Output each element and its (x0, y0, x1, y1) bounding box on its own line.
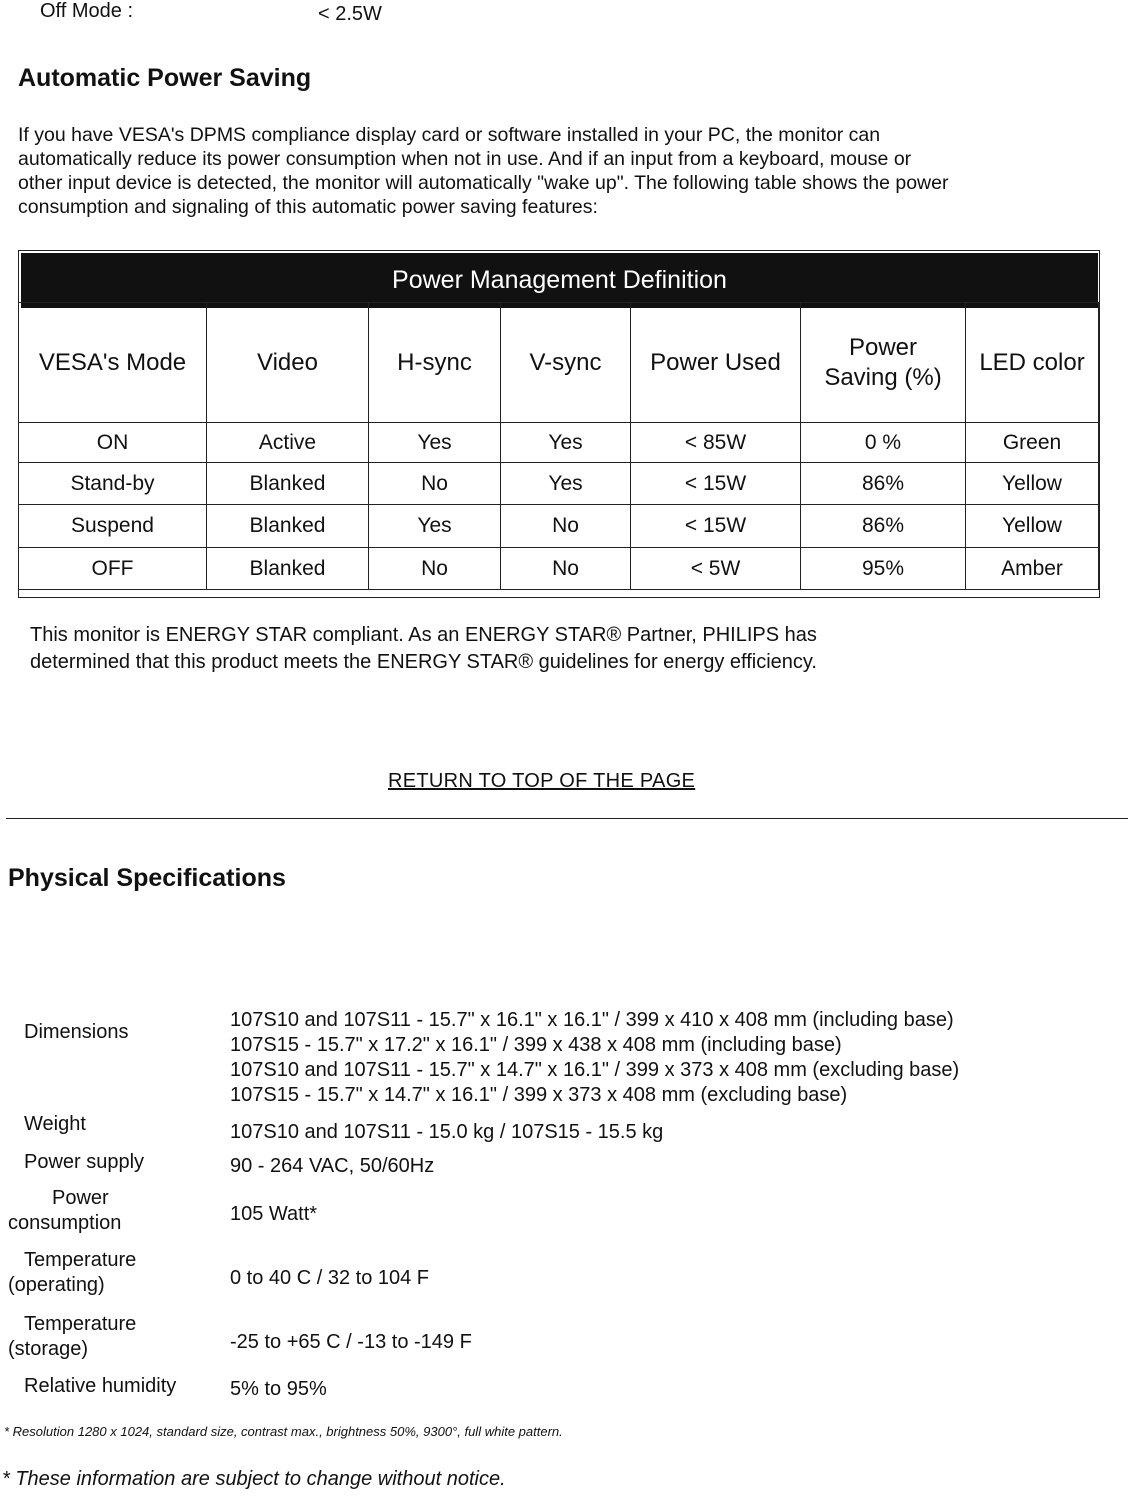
table-cell: 95% (800, 547, 965, 590)
energy-star-line: This monitor is ENERGY STAR compliant. As an ENERGY STAR® Partner, PHILIPS has (30, 624, 817, 646)
off-mode-value: < 2.5W (318, 3, 382, 25)
divider (6, 818, 1128, 819)
spec-label-line: (operating) (8, 1274, 105, 1296)
spec-value (230, 1330, 472, 1355)
table-cell: ON (18, 422, 206, 462)
spec-value-line: 107S15 - 15.7" x 17.2" x 16.1" / 399 x 438 x 408 mm (including base) (230, 1034, 842, 1056)
spec-label (8, 1150, 144, 1175)
spec-label (8, 1112, 86, 1137)
spec-label-line: consumption (8, 1212, 122, 1234)
spec-label-line: Power supply (24, 1151, 145, 1173)
table-cell: Yellow (965, 504, 1098, 547)
table-cell: 86% (800, 462, 965, 504)
table-header-cell: VESA's Mode (18, 302, 206, 422)
table-cell: Blanked (206, 547, 368, 590)
spec-label (8, 1248, 136, 1298)
spec-value (230, 1377, 327, 1402)
spec-label-line: Temperature (24, 1313, 137, 1335)
table-cell: 0 % (800, 422, 965, 462)
table-header-cell: Video (206, 302, 368, 422)
table-cell: No (368, 462, 500, 504)
spec-value (230, 1154, 434, 1179)
table-cell: 86% (800, 504, 965, 547)
spec-value-line: 90 - 264 VAC, 50/60Hz (230, 1155, 435, 1177)
table-cell: No (500, 504, 630, 547)
table-cell: < 85W (630, 422, 800, 462)
off-mode-label: Off Mode : (40, 0, 134, 22)
spec-value-line: 107S15 - 15.7" x 14.7" x 16.1" / 399 x 373 x 408 mm (excluding base) (230, 1084, 848, 1106)
aps-paragraph (18, 123, 948, 219)
spec-value-line: 0 to 40 C / 32 to 104 F (230, 1267, 430, 1289)
table-cell: < 15W (630, 462, 800, 504)
aps-line: consumption and signaling of this automatic power saving features: (18, 196, 598, 218)
spec-label-line: Dimensions (24, 1021, 129, 1043)
footnote: * Resolution 1280 x 1024, standard size, contrast max., brightness 50%, 9300°, full white pattern. (4, 1424, 563, 1439)
spec-value-line: 107S10 and 107S11 - 15.7" x 14.7" x 16.1" / 399 x 373 x 408 mm (excluding base) (230, 1059, 960, 1081)
table-cell: Yes (368, 422, 500, 462)
table-cell: Suspend (18, 504, 206, 547)
spec-value-line: -25 to +65 C / -13 to -149 F (230, 1331, 472, 1353)
power-table-title: Power Management Definition (21, 253, 1098, 308)
table-cell: < 5W (630, 547, 800, 590)
aps-line: automatically reduce its power consumption when not in use. And if an input from a keyboard, mouse or (18, 148, 912, 170)
spec-value (230, 1008, 959, 1108)
spec-value-line: 5% to 95% (230, 1378, 327, 1400)
table-cell: Yes (500, 422, 630, 462)
aps-heading: Automatic Power Saving (18, 64, 312, 92)
table-cell: Active (206, 422, 368, 462)
spec-label-line: Power (52, 1187, 109, 1209)
return-to-top-link[interactable]: RETURN TO TOP OF THE PAGE (388, 770, 696, 792)
table-header-cell: Power Used (630, 302, 800, 422)
spec-value-line: 107S10 and 107S11 - 15.7" x 16.1" x 16.1" / 399 x 410 x 408 mm (including base) (230, 1009, 954, 1031)
spec-label-line: Relative humidity (24, 1375, 177, 1397)
table-header-cell: Power Saving (%) (800, 302, 965, 422)
spec-label (8, 1374, 176, 1399)
table-cell: Yes (500, 462, 630, 504)
energy-star-line: determined that this product meets the ENERGY STAR® guidelines for energy efficiency. (30, 651, 817, 673)
spec-value (230, 1120, 663, 1145)
physical-heading: Physical Specifications (8, 864, 286, 892)
table-header-cell: LED color (965, 302, 1098, 422)
aps-line: If you have VESA's DPMS compliance display card or software installed in your PC, the monitor can (18, 124, 881, 146)
table-cell: Blanked (206, 504, 368, 547)
spec-value-line: 107S10 and 107S11 - 15.0 kg / 107S15 - 15.5 kg (230, 1121, 664, 1143)
table-cell: Yellow (965, 462, 1098, 504)
table-cell: No (500, 547, 630, 590)
spec-value (230, 1202, 317, 1227)
table-cell: Amber (965, 547, 1098, 590)
spec-label-line: (storage) (8, 1338, 89, 1360)
spec-label-line: Temperature (24, 1249, 137, 1271)
spec-label (8, 1186, 121, 1236)
aps-line: other input device is detected, the monitor will automatically "wake up". The following table shows the power (18, 172, 949, 194)
table-header-cell: V-sync (500, 302, 630, 422)
spec-label (8, 1312, 136, 1362)
table-cell: < 15W (630, 504, 800, 547)
spec-label-line: Weight (24, 1113, 86, 1135)
spec-label (8, 1008, 128, 1045)
table-cell: Green (965, 422, 1098, 462)
spec-value (230, 1266, 429, 1291)
table-cell: No (368, 547, 500, 590)
table-cell: Yes (368, 504, 500, 547)
change-notice: * These information are subject to change without notice. (2, 1468, 506, 1490)
table-cell: Blanked (206, 462, 368, 504)
table-header-cell: H-sync (368, 302, 500, 422)
spec-value-line: 105 Watt* (230, 1203, 318, 1225)
energy-star-text (30, 622, 817, 676)
table-right-border (1098, 302, 1099, 590)
table-cell: Stand-by (18, 462, 206, 504)
table-cell: OFF (18, 547, 206, 590)
